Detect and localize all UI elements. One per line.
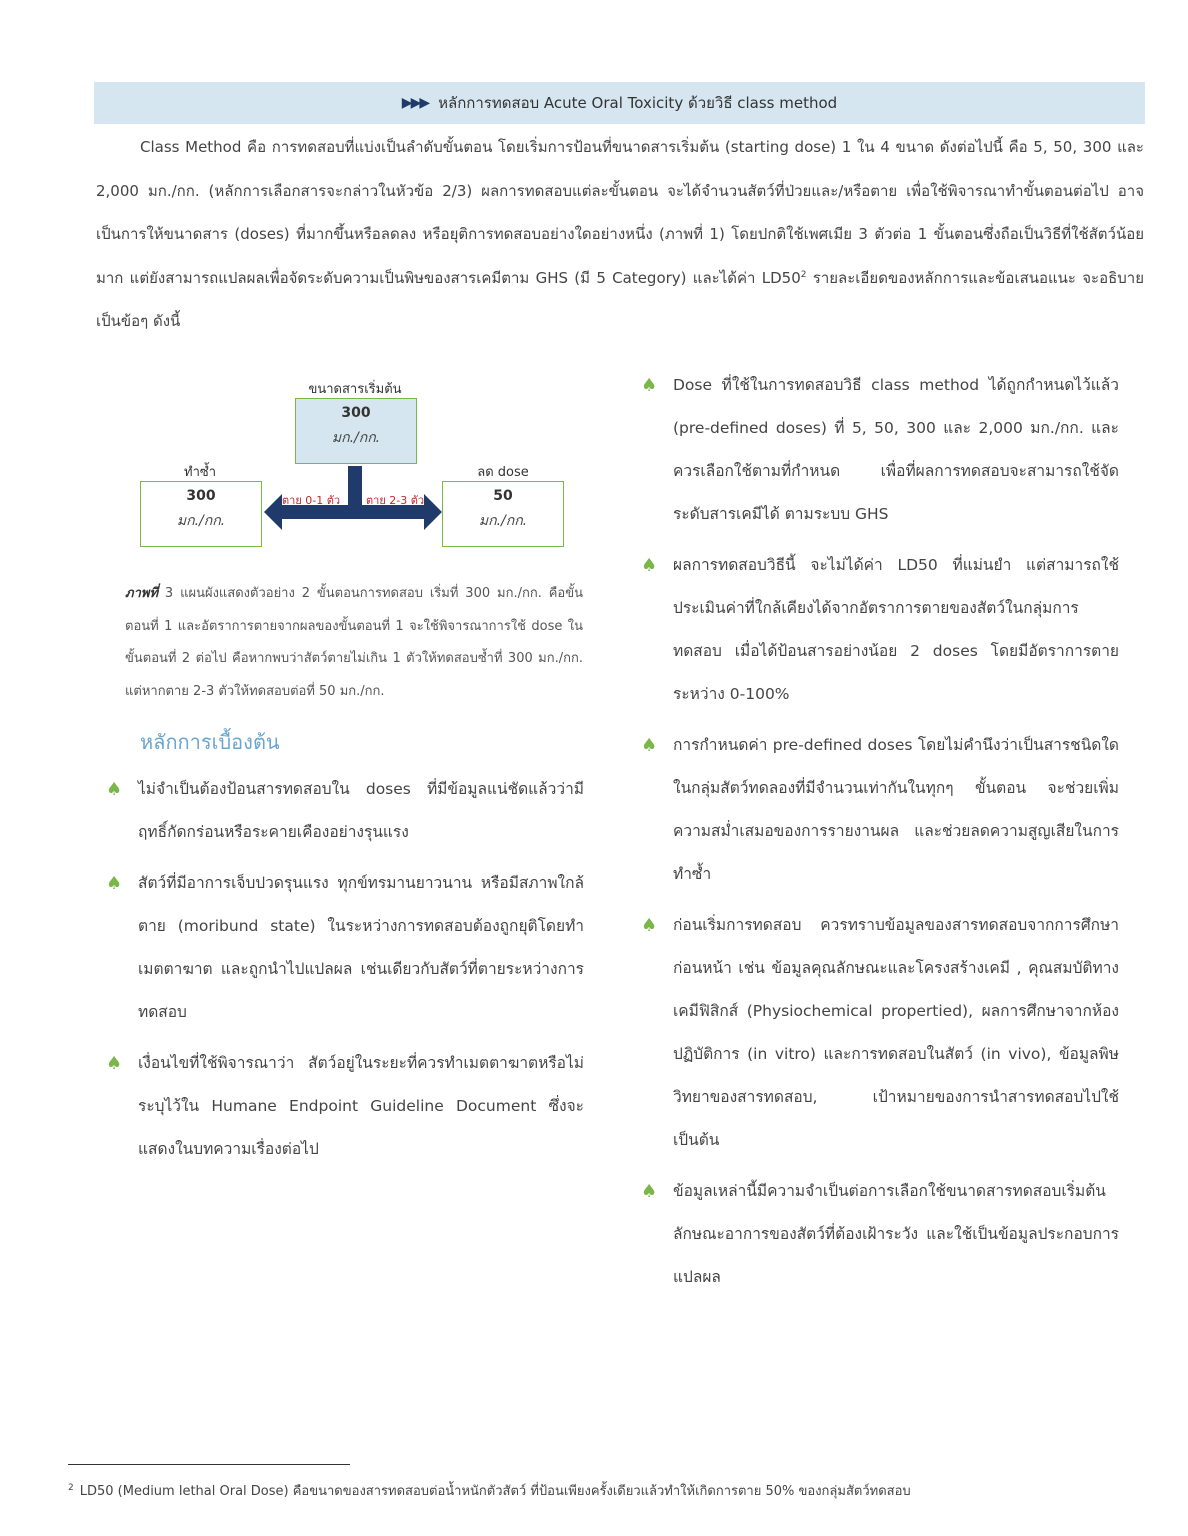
left-box-label: ทำซ้ำ: [184, 465, 216, 480]
intro-text-1: Class Method คือ การทดสอบที่แบ่งเป็นลำดับขั้นตอน โดยเริ่มการป้อนที่ขนาดสารเริ่มต้น (starting dose) 1 ใน 4 ขนาด ดังต่อไปนี้ คือ 5, 50, 300 และ 2,000 มก./กก. (หลักการเลือกสารจะกล่าวในหัวข้อ 2/3) ผลการทดสอบแต่ละขั้นตอน จะได้จำนวนสัตว์ที่ป่วยและ/หรือตาย เพื่อใช้พิจารณาทำขั้นตอนต่อไป อาจเป็นการให้ขนาดสาร (doses) ที่มากขึ้นหรือลดลง หรือยุติการทดสอบอย่างใดอย่างหนึ่ง (ภาพที่ 1) โดยปกติใช้เพศเมีย 3 ตัวต่อ 1 ขั้นตอนซึ่งถือเป็นวิธีที่ใช้สัตว์น้อยมาก แต่ยังสามารถแปลผลเพื่อจัดระดับความเป็นพิษของสารเคมีตาม GHS (มี 5 Category) และได้ค่า LD50: [96, 138, 1144, 287]
footnote-mark: 2: [68, 1482, 74, 1493]
left-dose-unit: มก./กก.: [176, 513, 226, 529]
arrow-right-head: [424, 494, 442, 530]
list-item-text: สัตว์ที่มีอาการเจ็บปวดรุนแรง ทุกข์ทรมานยาวนาน หรือมีสภาพใกล้ตาย (moribund state) ในระหว่างการทดสอบต้องถูกยุติโดยทำเมตตาฆาต และถูกนำไปแปลผล เช่นเดียวกับสัตว์ที่ตายระหว่างการทดสอบ: [138, 874, 584, 1021]
spade-icon: ♠: [641, 375, 658, 396]
right-dose-unit: มก./กก.: [478, 513, 528, 529]
list-item: [641, 724, 1119, 896]
right-box-label: ลด dose: [477, 465, 529, 480]
spade-icon: ♠: [106, 1053, 123, 1074]
spade-icon: ♠: [106, 779, 123, 800]
spade-icon: ♠: [641, 915, 658, 936]
caption-text: 3 แผนผังแสดงตัวอย่าง 2 ขั้นตอนการทดสอบ เริ่มที่ 300 มก./กก. คือขั้นตอนที่ 1 และอัตราการตายจากผลของขั้นตอนที่ 1 จะใช้พิจารณาการใช้ dose ในขั้นตอนที่ 2 ต่อไป คือหากพบว่าสัตว์ตายไม่เกิน 1 ตัวให้ทดสอบซ้ำที่ 300 มก./กก. แต่หากตาย 2-3 ตัวให้ทดสอบต่อที่ 50 มก./กก.: [125, 586, 583, 699]
spade-icon: ♠: [641, 555, 658, 576]
list-item: [106, 862, 584, 1034]
intro-text-2: รายละเอียดของหลักการและข้อเสนอแนะ จะอธิบายเป็นข้อๆ ดังนี้: [96, 268, 1144, 330]
footnote-divider: [68, 1464, 350, 1465]
caption-label: ภาพที่: [125, 586, 159, 601]
list-item: [641, 544, 1119, 716]
spade-icon: ♠: [106, 873, 123, 894]
right-dose-value: 50: [493, 488, 513, 504]
list-item-text: ไม่จำเป็นต้องป้อนสารทดสอบใน doses ที่มีข้อมูลแน่ชัดแล้วว่ามีฤทธิ์กัดกร่อนหรือระคายเคืองอย่างรุนแรง: [138, 780, 584, 841]
top-box-label: ขนาดสารเริ่มต้น: [308, 382, 402, 397]
list-item-text: Dose ที่ใช้ในการทดสอบวิธี class method ได้ถูกกำหนดไว้แล้ว (pre-defined doses) ที่ 5, 50, 300 และ 2,000 มก./กก. และควรเลือกใช้ตามที่กำหนด เพื่อที่ผลการทดสอบจะสามารถใช้จัดระดับสารเคมีได้ ตามระบบ GHS: [673, 376, 1119, 523]
intro-paragraph: [96, 126, 1144, 344]
footnote: [68, 1480, 911, 1501]
left-dose-box: [140, 481, 262, 547]
footnote-ref[interactable]: 2: [800, 269, 807, 280]
section-header-title: หลักการทดสอบ Acute Oral Toxicity ด้วยวิธี class method: [438, 94, 838, 112]
list-item-text: ข้อมูลเหล่านี้มีความจำเป็นต่อการเลือกใช้ขนาดสารทดสอบเริ่มต้น ลักษณะอาการของสัตว์ที่ต้องเฝ้าระวัง และใช้เป็นข้อมูลประกอบการแปลผล: [673, 1182, 1119, 1286]
spade-icon: ♠: [641, 1181, 658, 1202]
list-item: [106, 1042, 584, 1171]
list-item: [106, 768, 584, 854]
arrow-left-head: [264, 494, 282, 530]
triple-arrow-icon: ▶▶▶: [401, 95, 429, 111]
arrow-left-label: ตาย 0-1 ตัว: [282, 494, 341, 507]
list-item: [641, 904, 1119, 1162]
top-dose-box: [295, 398, 417, 464]
list-item-text: การกำหนดค่า pre-defined doses โดยไม่คำนึงว่าเป็นสารชนิดใด ในกลุ่มสัตว์ทดลองที่มีจำนวนเท่ากันในทุกๆ ขั้นตอน จะช่วยเพิ่มความสม่ำเสมอของการรายงานผล และช่วยลดความสูญเสียในการทำซ้ำ: [673, 736, 1119, 883]
figure-caption: [125, 578, 583, 708]
section-title: หลักการเบื้องต้น: [140, 730, 280, 754]
list-item: [641, 1170, 1119, 1299]
dose-flow-diagram: [130, 370, 580, 560]
list-item-text: ก่อนเริ่มการทดสอบ ควรทราบข้อมูลของสารทดสอบจากการศึกษาก่อนหน้า เช่น ข้อมูลคุณลักษณะและโครงสร้างเคมี , คุณสมบัติทางเคมีฟิสิกส์ (Physiochemical propertied), ผลการศึกษาจากห้องปฏิบัติการ (in vitro) และการทดสอบในสัตว์ (in vivo), ข้อมูลพิษวิทยาของสารทดสอบ, เป้าหมายของการนำสารทดสอบไปใช้ เป็นต้น: [673, 916, 1119, 1149]
left-dose-value: 300: [186, 488, 216, 504]
top-dose-unit: มก./กก.: [331, 430, 381, 446]
right-bullet-list: [641, 364, 1119, 1307]
list-item-text: เงื่อนไขที่ใช้พิจารณาว่า สัตว์อยู่ในระยะที่ควรทำเมตตาฆาตหรือไม่ ระบุไว้ใน Humane Endpoint Guideline Document ซึ่งจะแสดงในบทความเรื่องต่อไป: [138, 1054, 584, 1158]
spade-icon: ♠: [641, 735, 658, 756]
list-item: [641, 364, 1119, 536]
right-dose-box: [442, 481, 564, 547]
section-header-bar: [94, 82, 1145, 124]
footnote-text: LD50 (Medium lethal Oral Dose) คือขนาดของสารทดสอบต่อน้ำหนักตัวสัตว์ ที่ป้อนเพียงครั้งเดียวแล้วทำให้เกิดการตาย 50% ของกลุ่มสัตว์ทดสอบ: [79, 1484, 911, 1499]
arrow-right-label: ตาย 2-3 ตัว: [366, 494, 425, 507]
list-item-text: ผลการทดสอบวิธีนี้ จะไม่ได้ค่า LD50 ที่แม่นยำ แต่สามารถใช้ประเมินค่าที่ใกล้เคียงได้จากอัตราการตายของสัตว์ในกลุ่มการทดสอบ เมื่อได้ป้อนสารอย่างน้อย 2 doses โดยมีอัตราการตายระหว่าง 0-100%: [673, 556, 1119, 703]
top-dose-value: 300: [341, 405, 371, 421]
left-bullet-list: [106, 768, 584, 1179]
